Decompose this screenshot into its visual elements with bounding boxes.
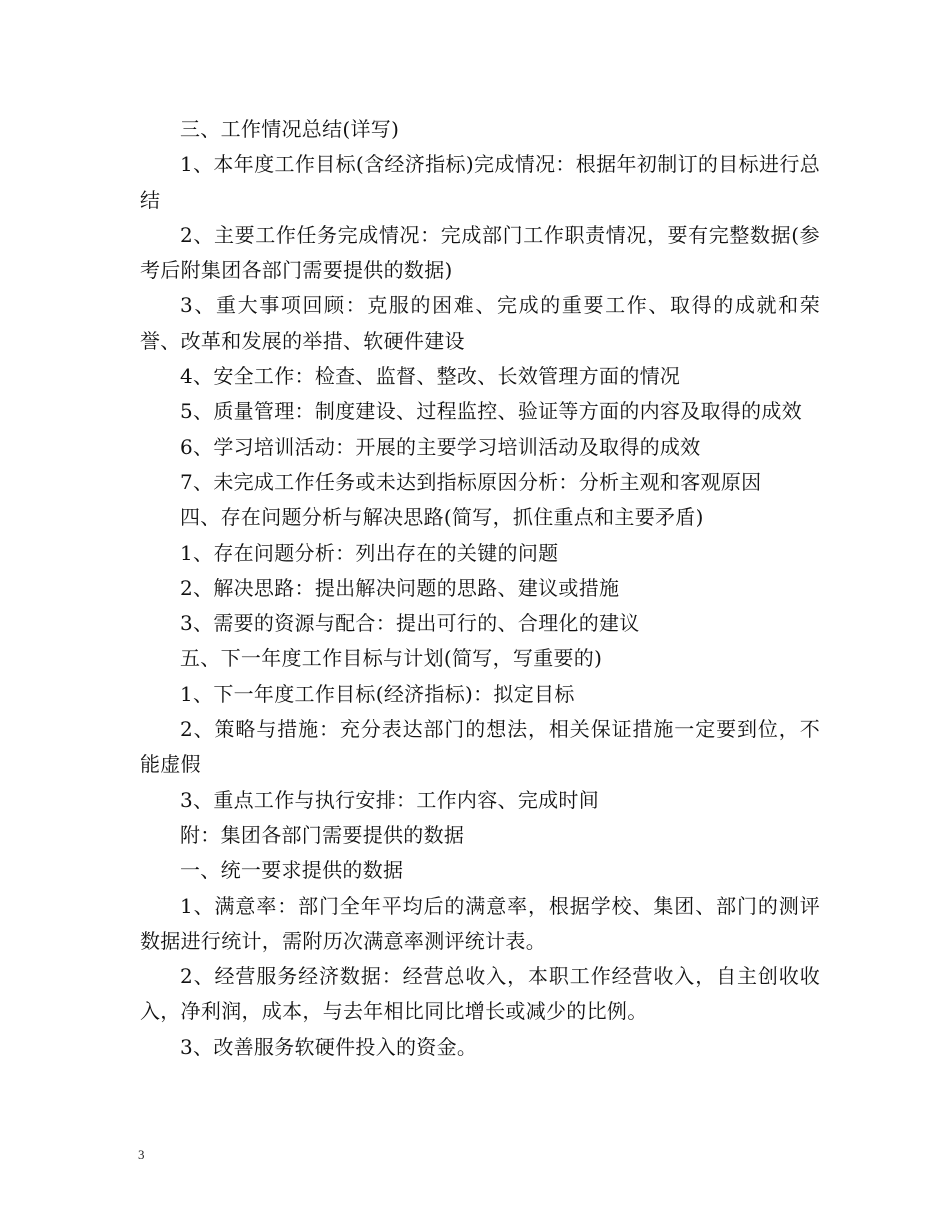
- paragraph-safety-work: 4、安全工作：检查、监督、整改、长效管理方面的情况: [180, 364, 681, 389]
- section-heading-work-summary: 三、工作情况总结(详写): [180, 117, 400, 141]
- paragraph-resources: 3、需要的资源与配合：提出可行的、合理化的建议: [180, 611, 640, 636]
- paragraph-next-year-goals: 1、下一年度工作目标(经济指标)：拟定目标: [180, 681, 575, 706]
- paragraph-solution-ideas: 2、解决思路：提出解决问题的思路、建议或措施: [180, 575, 620, 600]
- paragraph-economic-data: 2、经营服务经济数据：经营总收入，本职工作经营收入，自主创收收入，净利润，成本，与去年相比同比增长或减少的比例。: [140, 964, 820, 1024]
- paragraph-major-events: 3、重大事项回顾：克服的困难、完成的重要工作、取得的成就和荣誉、改革和发展的举措、软硬件建设: [140, 293, 820, 353]
- paragraph-strategy: 2、策略与措施：充分表达部门的想法，相关保证措施一定要到位，不能虚假: [140, 717, 820, 777]
- paragraph-satisfaction-rate: 1、满意率：部门全年平均后的满意率，根据学校、集团、部门的测评数据进行统计，需附历次满意率测评统计表。: [140, 893, 820, 953]
- paragraph-training: 6、学习培训活动：开展的主要学习培训活动及取得的成效: [180, 434, 701, 459]
- section-heading-problems: 四、存在问题分析与解决思路(简写，抓住重点和主要矛盾): [180, 505, 704, 530]
- paragraph-key-work: 3、重点工作与执行安排：工作内容、完成时间: [180, 787, 600, 812]
- section-heading-next-year: 五、下一年度工作目标与计划(简写，写重要的): [180, 646, 603, 671]
- paragraph-annual-goals: 1、本年度工作目标(含经济指标)完成情况：根据年初制订的目标进行总结: [140, 152, 820, 212]
- paragraph-investment: 3、改善服务软硬件投入的资金。: [180, 1034, 478, 1059]
- section-heading-unified-data: 一、统一要求提供的数据: [180, 858, 404, 883]
- appendix-heading: 附：集团各部门需要提供的数据: [180, 822, 465, 847]
- paragraph-unfinished-analysis: 7、未完成工作任务或未达到指标原因分析：分析主观和客观原因: [180, 469, 762, 494]
- paragraph-quality-management: 5、质量管理：制度建设、过程监控、验证等方面的内容及取得的成效: [180, 399, 803, 424]
- paragraph-problem-analysis: 1、存在问题分析：列出存在的关键的问题: [180, 540, 559, 565]
- page-number: 3: [138, 1147, 145, 1162]
- document-body: [140, 112, 820, 1065]
- paragraph-main-tasks: 2、主要工作任务完成情况：完成部门工作职责情况，要有完整数据(参考后附集团各部门需要提供的数据): [140, 222, 820, 283]
